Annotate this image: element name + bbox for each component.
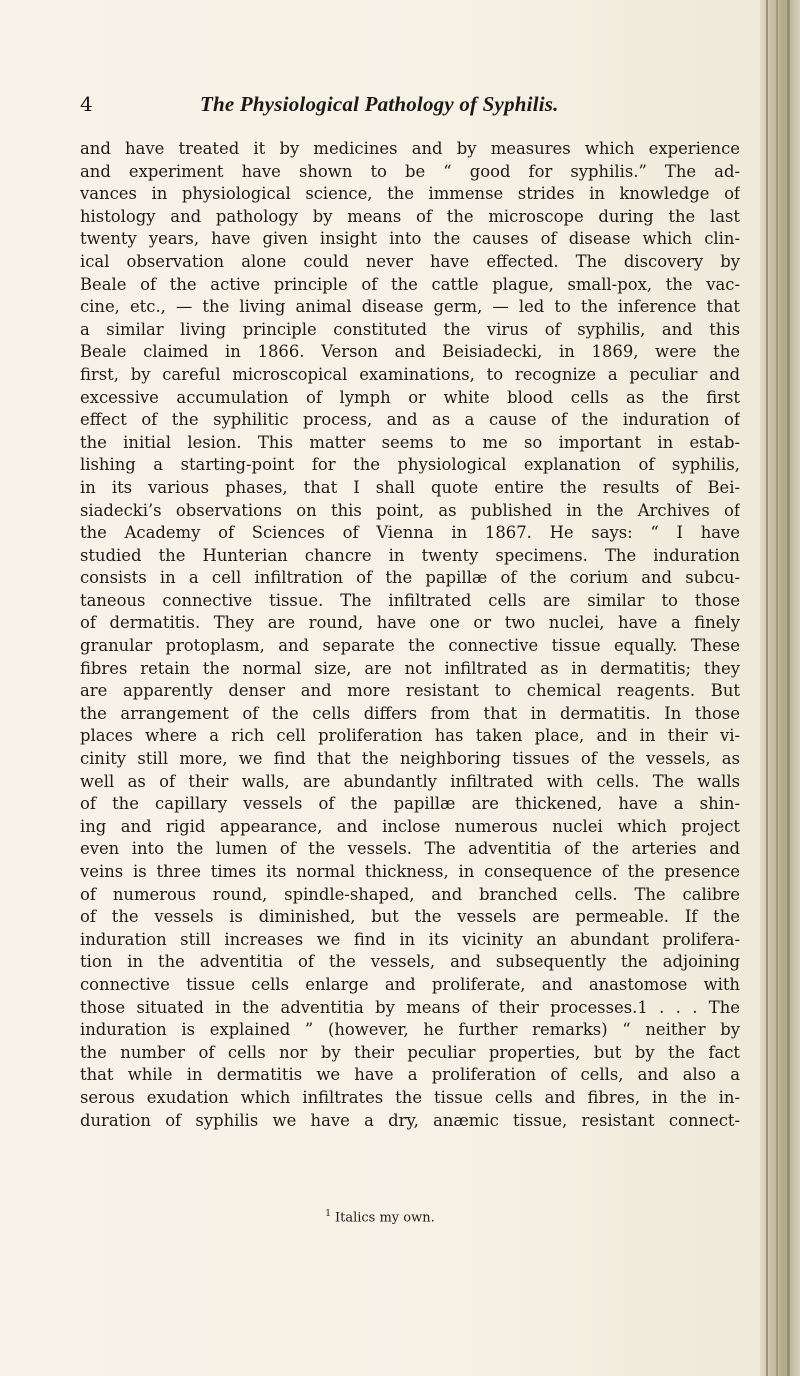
text-line: of the vessels is diminished, but the vessels are permeable. If the [80,907,740,927]
text-line: well as of their walls, are abundantly infiltrated with cells. The walls [80,771,740,791]
text-line: connective tissue cells enlarge and proliferate, and anastomose with [80,974,740,994]
text-line: and have treated it by medicines and by measures which experience [80,139,740,158]
text-line: induration still increases we find in its vicinity an abundant prolifera- [80,929,740,949]
footnote-marker: 1 [325,1209,331,1219]
text-line: and experiment have shown to be “ good for syphilis.” The ad- [80,161,740,181]
text-line: duration of syphilis we have a dry, anæmic tissue, resistant connect- [80,1110,740,1130]
book-spine-edge [760,0,800,1376]
text-line: histology and pathology by means of the microscope during the last [80,206,740,226]
text-line: that while in dermatitis we have a proliferation of cells, and also a [80,1065,740,1085]
text-line: veins is three times its normal thickness, in consequence of the presence [80,862,740,881]
page-number: 4 [80,92,93,116]
text-line: consists in a cell infiltration of the papillæ of the corium and subcu- [80,568,740,588]
text-line: serous exudation which infiltrates the tissue cells and fibres, in the in- [80,1087,740,1107]
text-line: taneous connective tissue. The infiltrated cells are similar to those [80,590,740,610]
text-line: those situated in the adventitia by means of their processes.1 . . . The [80,997,740,1017]
text-line: cine, etc., — the living animal disease germ, — led to the inference that [80,297,740,317]
text-line: of dermatitis. They are round, have one or two nuclei, have a finely [80,613,740,633]
text-line: effect of the syphilitic process, and as a cause of the induration of [80,410,740,430]
text-line: ing and rigid appearance, and inclose numerous nuclei which project [80,816,740,836]
text-line: granular protoplasm, and separate the connective tissue equally. These [80,636,740,656]
footnote [0,1209,760,1225]
footnote-text: Italics my own. [334,1210,435,1226]
page-header [0,92,760,122]
spine-line [787,0,790,1376]
running-title: The Physiological Pathology of Syphilis. [200,92,559,116]
text-line: are apparently denser and more resistant to chemical reagents. But [80,681,740,701]
spine-line [766,0,768,1376]
text-line: vances in physiological science, the immense strides in knowledge of [80,184,740,204]
text-line: first, by careful microscopical examinations, to recognize a peculiar and [80,364,740,384]
text-line: the number of cells nor by their peculiar properties, but by the fact [80,1042,740,1062]
text-line: twenty years, have given insight into the causes of disease which clin- [80,229,740,249]
text-line: the arrangement of the cells differs from that in dermatitis. In those [80,703,740,723]
text-line: excessive accumulation of lymph or white blood cells as the first [80,387,740,407]
spine-line [776,0,778,1376]
text-line: of numerous round, spindle-shaped, and branched cells. The calibre [80,884,740,904]
text-line: siadecki’s observations on this point, as published in the Archives of [80,500,740,520]
text-line: ical observation alone could never have effected. The discovery by [80,251,740,271]
text-line: induration is explained ” (however, he further remarks) “ neither by [80,1020,740,1040]
text-line: fibres retain the normal size, are not infiltrated as in dermatitis; they [80,658,740,678]
text-line: the initial lesion. This matter seems to me so important in estab- [80,432,740,452]
text-line: Beale of the active principle of the cattle plague, small-pox, the vac- [80,274,740,294]
text-line: in its various phases, that I shall quote entire the results of Bei- [80,477,740,497]
text-line: of the capillary vessels of the papillæ are thickened, have a shin- [80,794,740,814]
body-text [80,138,740,1132]
text-line: the Academy of Sciences of Vienna in 1867. He says: “ I have [80,523,740,543]
text-line: Beale claimed in 1866. Verson and Beisiadecki, in 1869, were the [80,342,740,362]
text-line: studied the Hunterian chancre in twenty specimens. The induration [80,545,740,565]
text-line: cinity still more, we find that the neighboring tissues of the vessels, as [80,749,740,769]
text-line: places where a rich cell proliferation has taken place, and in their vi- [80,726,740,746]
text-line: lishing a starting-point for the physiological explanation of syphilis, [80,455,740,475]
text-line: a similar living principle constituted the virus of syphilis, and this [80,319,740,339]
text-line: tion in the adventitia of the vessels, and subsequently the adjoining [80,952,740,972]
text-line: even into the lumen of the vessels. The adventitia of the arteries and [80,839,740,859]
